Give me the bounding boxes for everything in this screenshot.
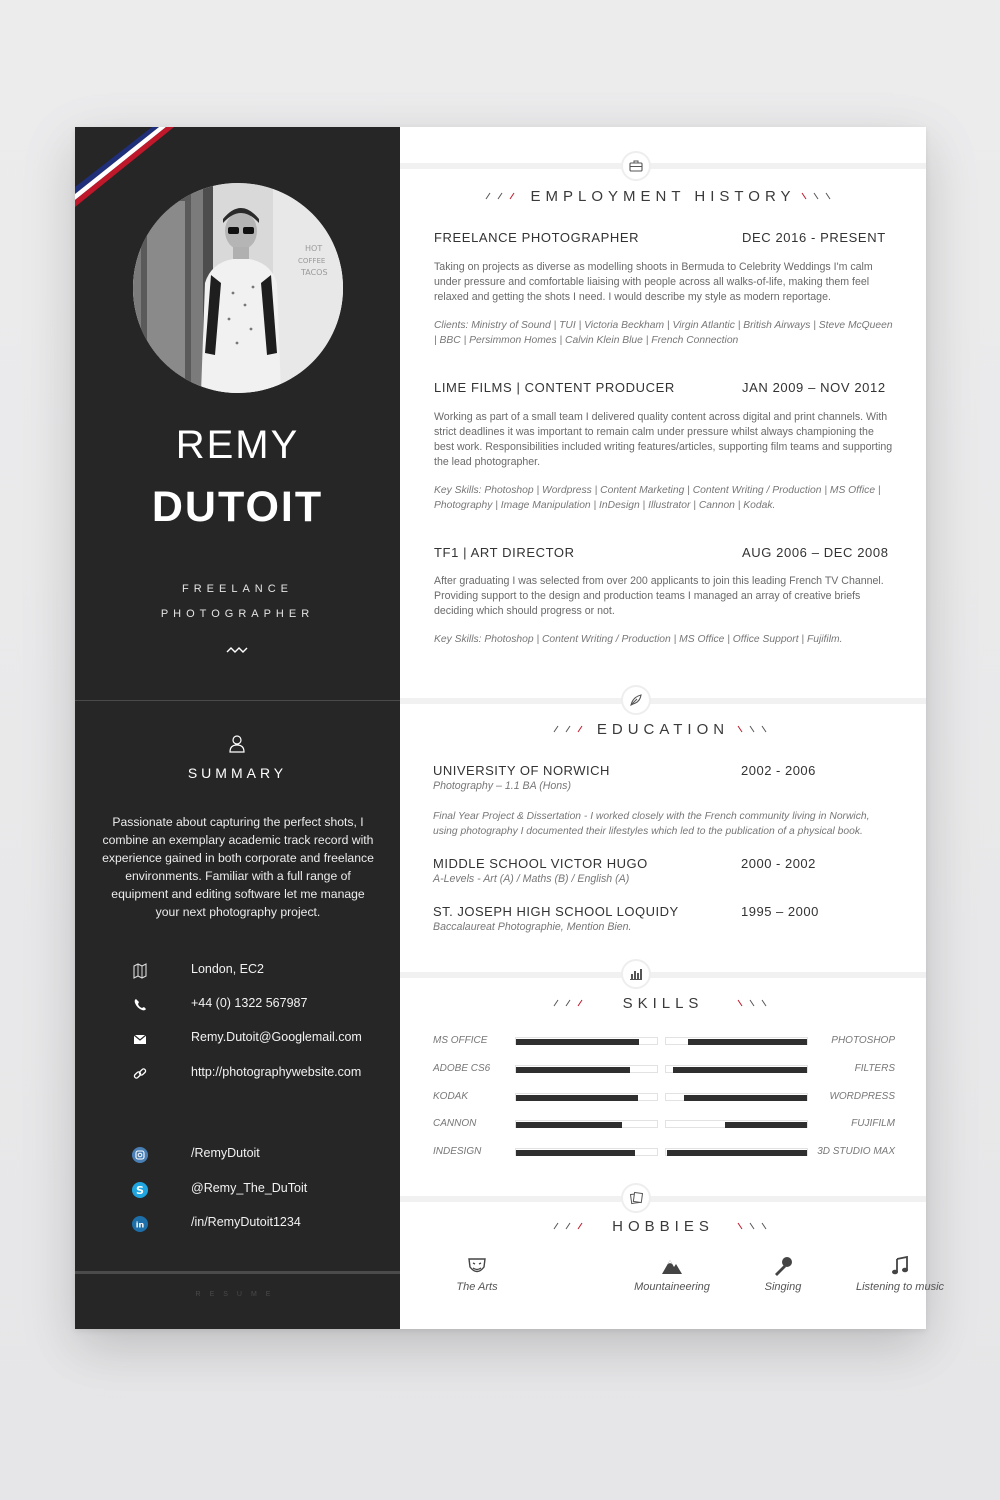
section-band-employment xyxy=(400,163,926,169)
title-ornament-right xyxy=(736,998,772,1008)
job-dates: DEC 2016 - PRESENT xyxy=(742,230,886,245)
job-description: After graduating I was selected from over 200 applicants to join this leading French TV Channel. Providing support to the design and production teams I managed an array of creative briefs deciding which should progress or not. xyxy=(434,575,884,617)
skill-bar-fill xyxy=(684,1095,807,1101)
job-key-skills: Key Skills: Photoshop | Content Writing / Production | MS Office | Office Support | Fujifilm. xyxy=(434,634,843,645)
skill-label-left: ADOBE CS6 xyxy=(433,1063,491,1074)
sidebar xyxy=(75,127,400,1329)
skill-bar-track xyxy=(665,1065,808,1073)
skill-bar-fill xyxy=(673,1067,807,1073)
skill-bar-track xyxy=(665,1093,808,1101)
contact-address xyxy=(130,961,390,981)
section-band-hobbies xyxy=(400,1196,926,1202)
skill-bar-fill xyxy=(516,1122,622,1128)
hobbies-section-badge xyxy=(621,1183,651,1213)
skill-bar-track xyxy=(515,1037,658,1045)
skills-title: SKILLS xyxy=(622,995,704,1012)
link-icon xyxy=(130,1065,150,1083)
title-ornament-right xyxy=(736,1221,772,1231)
instagram-handle[interactable]: /RemyDutoit xyxy=(191,1146,260,1160)
hobby-label: Mountaineering xyxy=(634,1281,710,1293)
school-detail: Photography – 1.1 BA (Hons) xyxy=(433,780,571,792)
mountain-icon xyxy=(661,1255,683,1277)
quill-icon xyxy=(629,693,643,707)
microphone-icon xyxy=(772,1255,794,1277)
skill-label-left: KODAK xyxy=(433,1091,469,1102)
skill-bar-fill xyxy=(516,1095,638,1101)
theatre-mask-icon xyxy=(466,1255,488,1277)
instagram-icon xyxy=(130,1146,150,1164)
linkedin-handle[interactable]: /in/RemyDutoit1234 xyxy=(191,1215,301,1229)
last-name: DUTOIT xyxy=(151,483,324,531)
job-description: Taking on projects as diverse as modelling shoots in Bermuda to Celebrity Weddings I'm calm under pressure and comfortable liaising with people across all walks-of-life, making them feel relaxed and getting the shots I need. I would describe my style as modern reportage. xyxy=(434,261,873,303)
bar-chart-icon xyxy=(629,968,643,980)
employment-title: EMPLOYMENT HISTORY xyxy=(530,188,796,205)
profile-photo-illustration xyxy=(133,183,343,393)
job-title: FREELANCE PHOTOGRAPHER xyxy=(434,230,640,245)
resume-footer-label: RESUME xyxy=(195,1291,280,1298)
school-detail: Baccalaureat Photographie, Mention Bien. xyxy=(433,921,632,933)
skill-bar-fill xyxy=(516,1067,630,1073)
hobby-item xyxy=(417,1255,537,1293)
svg-text:S: S xyxy=(136,1184,144,1197)
school-note: Final Year Project & Dissertation - I worked closely with the French community living in Norwich, using photography I documented their lifestyles which led to the publication of a physical book. xyxy=(433,811,870,837)
section-band-skills xyxy=(400,972,926,978)
skill-bar-fill xyxy=(688,1039,807,1045)
skill-bar-track xyxy=(515,1120,658,1128)
job-title: TF1 | ART DIRECTOR xyxy=(434,545,575,560)
job-description: Working as part of a small team I delivered quality content across digital and print channels. With strict deadlines it was important to remain calm under pressure whilst always championing the best work. Responsibilities included writing features/articles, supporting film teams and supporting the lead photographer. xyxy=(434,411,893,468)
employment-section-badge xyxy=(621,151,651,181)
hobby-item xyxy=(612,1255,732,1293)
map-icon xyxy=(130,962,150,980)
hobby-label: Singing xyxy=(764,1281,802,1293)
website-link[interactable]: http://photographywebsite.com xyxy=(191,1065,362,1079)
sidebar-divider xyxy=(75,700,400,701)
person-icon xyxy=(229,735,245,753)
hobby-item xyxy=(840,1255,960,1293)
school-years: 1995 – 2000 xyxy=(741,904,819,919)
skill-label-left: CANNON xyxy=(433,1118,477,1129)
title-ornament-right xyxy=(800,191,836,201)
hobby-item xyxy=(723,1255,843,1293)
social-instagram xyxy=(130,1145,390,1165)
skill-bar-fill xyxy=(667,1150,807,1156)
skills-section-badge xyxy=(621,959,651,989)
skill-label-right: WORDPRESS xyxy=(829,1091,895,1102)
address-text: London, EC2 xyxy=(191,962,264,976)
resume-sheet xyxy=(75,127,945,1329)
skill-bar-fill xyxy=(516,1039,639,1045)
school-name: UNIVERSITY OF NORWICH xyxy=(433,763,610,778)
school-name: MIDDLE SCHOOL VICTOR HUGO xyxy=(433,856,648,871)
job-clients: Clients: Ministry of Sound | TUI | Victoria Beckham | Virgin Atlantic | British Airways | Steve McQueen | BBC | Persimmon Homes | Calvin Klein Blue | French Connection xyxy=(434,320,893,346)
job-key-skills: Key Skills: Photoshop | Wordpress | Content Marketing | Content Writing / Production | MS Office | Photography | Image Manipulation | InDesign | Illustrator | Cannon | Kodak. xyxy=(434,485,881,511)
hobby-label: The Arts xyxy=(456,1281,498,1293)
social-skype xyxy=(130,1180,390,1200)
skill-label-right: FUJIFILM xyxy=(851,1118,895,1129)
contact-website xyxy=(130,1064,390,1084)
phone-text: +44 (0) 1322 567987 xyxy=(191,996,308,1010)
role-line-1: FREELANCE xyxy=(181,583,294,595)
job-dates: JAN 2009 – NOV 2012 xyxy=(742,380,886,395)
social-linkedin xyxy=(130,1214,390,1234)
section-band-education xyxy=(400,698,926,704)
photo-cards-icon xyxy=(629,1191,643,1205)
title-ornament-right xyxy=(736,724,772,734)
profile-photo xyxy=(133,183,343,393)
summary-title: SUMMARY xyxy=(187,765,288,781)
skill-bar-track xyxy=(665,1037,808,1045)
skill-bar-track xyxy=(665,1148,808,1156)
phone-icon xyxy=(130,996,150,1014)
skill-bar-track xyxy=(515,1065,658,1073)
skill-bar-track xyxy=(665,1120,808,1128)
job-title: LIME FILMS | CONTENT PRODUCER xyxy=(434,380,675,395)
skill-label-right: FILTERS xyxy=(854,1063,895,1074)
skype-handle[interactable]: @Remy_The_DuToit xyxy=(191,1181,308,1195)
skill-bar-fill xyxy=(516,1150,635,1156)
contact-email xyxy=(130,1029,390,1049)
school-years: 2000 - 2002 xyxy=(741,856,816,871)
svg-text:COFFEE: COFFEE xyxy=(298,257,326,265)
skype-icon xyxy=(130,1181,150,1199)
job-dates: AUG 2006 – DEC 2008 xyxy=(742,545,889,560)
education-title: EDUCATION xyxy=(596,721,730,738)
sidebar-footer-rule xyxy=(75,1271,400,1274)
wall-sign-text: HOT xyxy=(305,244,323,253)
skill-bar-fill xyxy=(725,1122,807,1128)
skill-label-right: PHOTOSHOP xyxy=(831,1035,895,1046)
skill-bar-track xyxy=(515,1148,658,1156)
education-section-badge xyxy=(621,685,651,715)
briefcase-icon xyxy=(629,160,643,172)
skill-label-left: INDESIGN xyxy=(433,1146,482,1157)
contact-phone xyxy=(130,995,390,1015)
envelope-icon xyxy=(130,1030,150,1048)
summary-text: Passionate about capturing the perfect shots, I combine an exemplary academic track record with experience gained in both corporate and freelance environments. Familiar with a full range of equipment and editing software let me manage your next photography project. xyxy=(102,815,374,919)
skill-label-left: MS OFFICE xyxy=(433,1035,488,1046)
svg-text:in: in xyxy=(135,1220,145,1230)
first-name: REMY xyxy=(175,423,300,467)
hobby-label: Listening to music xyxy=(855,1281,945,1293)
main-content xyxy=(400,127,945,1329)
linkedin-icon xyxy=(130,1215,150,1233)
music-note-icon xyxy=(889,1255,911,1277)
svg-text:TACOS: TACOS xyxy=(301,268,328,277)
email-link[interactable]: Remy.Dutoit@Googlemail.com xyxy=(191,1030,362,1044)
hobbies-title: HOBBIES xyxy=(612,1218,714,1235)
skill-label-right: 3D STUDIO MAX xyxy=(817,1146,895,1157)
school-detail: A-Levels - Art (A) / Maths (B) / English (A) xyxy=(433,873,630,885)
school-years: 2002 - 2006 xyxy=(741,763,816,778)
skill-bar-track xyxy=(515,1093,658,1101)
role-line-2: PHOTOGRAPHER xyxy=(160,608,315,620)
school-name: ST. JOSEPH HIGH SCHOOL LOQUIDY xyxy=(433,904,679,919)
zigzag-ornament xyxy=(226,645,248,655)
